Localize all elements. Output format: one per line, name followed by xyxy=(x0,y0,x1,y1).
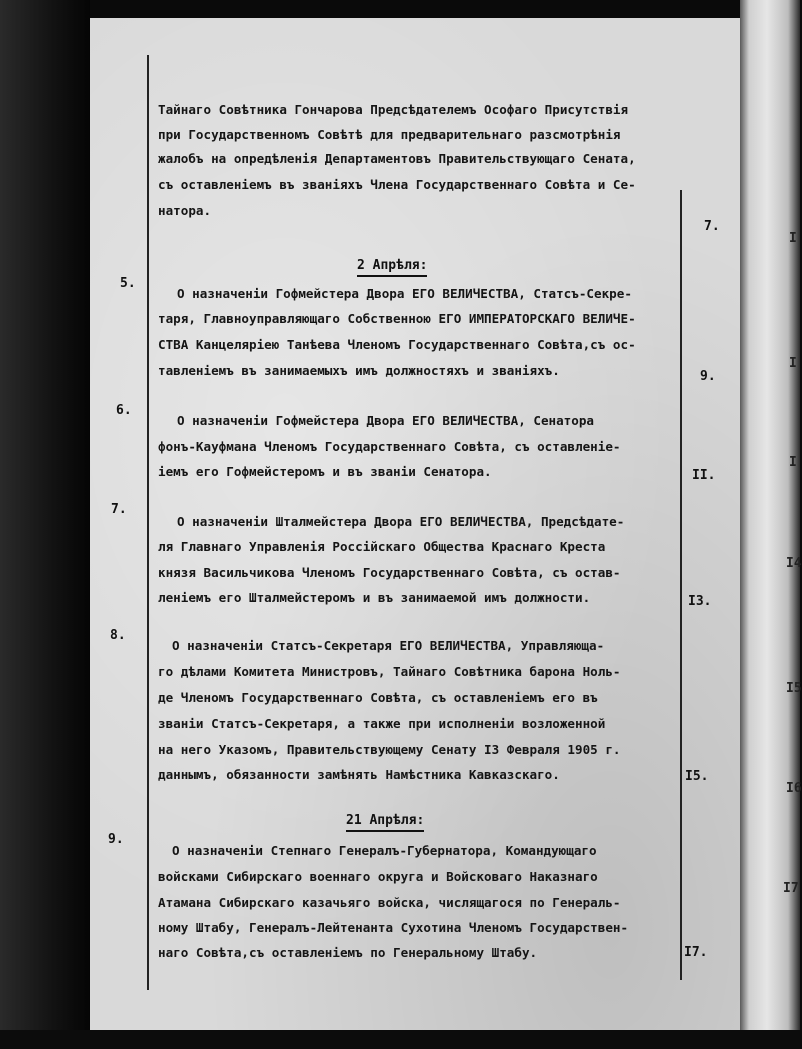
adjacent-page-ref: I4 xyxy=(786,556,802,571)
entry-number: 9. xyxy=(108,832,124,847)
entry-line: даннымъ, обязанности замѣнять Намѣстника Кавказскаго. xyxy=(158,767,560,782)
left-margin-rule xyxy=(147,55,149,990)
entry-line: О назначеніи Статсъ-Секретаря ЕГО ВЕЛИЧЕСТВА, Управляюща- xyxy=(172,638,605,653)
page-ref: I7. xyxy=(684,945,708,960)
entry-line: князя Васильчикова Членомъ Государственнаго Совѣта, съ остав- xyxy=(158,565,621,580)
intro-line: жалобъ на опредѣленія Департаментовъ Правительствующаго Сената, xyxy=(158,151,636,166)
adjacent-page-ref: I5 xyxy=(786,681,802,696)
entry-number: 8. xyxy=(110,628,126,643)
entry-line: тавленіемъ въ занимаемыхъ имъ должностяхъ и званіяхъ. xyxy=(158,363,560,378)
entry-line: наго Совѣта,съ оставленіемъ по Генеральному Штабу. xyxy=(158,945,538,960)
entry-line: О назначеніи Гофмейстера Двора ЕГО ВЕЛИЧЕСТВА, Сенатора xyxy=(177,413,595,428)
entry-line: СТВА Канцеляріею Танѣева Членомъ Государственнаго Совѣта,съ ос- xyxy=(158,337,636,352)
date-heading: 21 Апрѣля: xyxy=(346,813,424,832)
entry-line: де Членомъ Государственнаго Совѣта, съ оставленіемъ его въ xyxy=(158,690,598,705)
entry-line: О назначеніи Степнаго Генералъ-Губернатора, Командующаго xyxy=(172,843,597,858)
page-ref: II. xyxy=(692,468,716,483)
entry-line: таря, Главноуправляющаго Собственною ЕГО ИМПЕРАТОРСКАГО ВЕЛИЧЕ- xyxy=(158,311,636,326)
intro-line: натора. xyxy=(158,203,212,218)
adjacent-page-ref: I6 xyxy=(786,781,802,796)
film-border-bottom xyxy=(0,1030,800,1049)
entry-number: 7. xyxy=(111,502,127,517)
page-ref: 7. xyxy=(704,219,720,234)
entry-line: фонъ-Кауфмана Членомъ Государственнаго Совѣта, съ оставленіе- xyxy=(158,439,621,454)
intro-line: Тайнаго Совѣтника Гончарова Предсѣдателемъ Ософаго Присутствія xyxy=(158,102,629,117)
entry-line: на него Указомъ, Правительствующему Сенату I3 Февраля 1905 г. xyxy=(158,742,621,757)
right-margin-rule xyxy=(680,190,682,980)
page-ref: I5. xyxy=(685,769,709,784)
adjacent-page-ref: I xyxy=(789,231,797,246)
intro-line: съ оставленіемъ въ званіяхъ Члена Государственнаго Совѣта и Се- xyxy=(158,177,636,192)
adjacent-page-ref: I xyxy=(789,455,797,470)
entry-line: О назначеніи Шталмейстера Двора ЕГО ВЕЛИЧЕСТВА, Предсѣдате- xyxy=(177,514,625,529)
adjacent-page-ref: I7 xyxy=(783,881,799,896)
entry-line: войсками Сибирскаго военнаго округа и Войсковаго Наказнаго xyxy=(158,869,598,884)
entry-line: ля Главнаго Управленія Россійскаго Общества Краснаго Креста xyxy=(158,539,606,554)
date-heading: 2 Апрѣля: xyxy=(357,258,427,277)
entry-line: іемъ его Гофмейстеромъ и въ званіи Сенатора. xyxy=(158,464,492,479)
entry-line: го дѣлами Комитета Министровъ, Тайнаго Совѣтника барона Ноль- xyxy=(158,664,621,679)
entry-line: О назначеніи Гофмейстера Двора ЕГО ВЕЛИЧЕСТВА, Статсъ-Секре- xyxy=(177,286,632,301)
entry-line: леніемъ его Шталмейстеромъ и въ занимаемой имъ должности. xyxy=(158,590,591,605)
film-border-left xyxy=(0,0,90,1049)
page-ref: I3. xyxy=(688,594,712,609)
entry-number: 5. xyxy=(120,276,136,291)
entry-line: званіи Статсъ-Секретаря, а также при исполненіи возложенной xyxy=(158,716,606,731)
intro-line: при Государственномъ Совѣтѣ для предварительнаго разсмотрѣнія xyxy=(158,127,621,142)
entry-line: Атамана Сибирскаго казачьяго войска, числящагося по Генераль- xyxy=(158,895,621,910)
page-ref: 9. xyxy=(700,369,716,384)
adjacent-page-ref: I xyxy=(789,356,797,371)
entry-line: ному Штабу, Генералъ-Лейтенанта Сухотина Членомъ Государствен- xyxy=(158,920,629,935)
entry-number: 6. xyxy=(116,403,132,418)
